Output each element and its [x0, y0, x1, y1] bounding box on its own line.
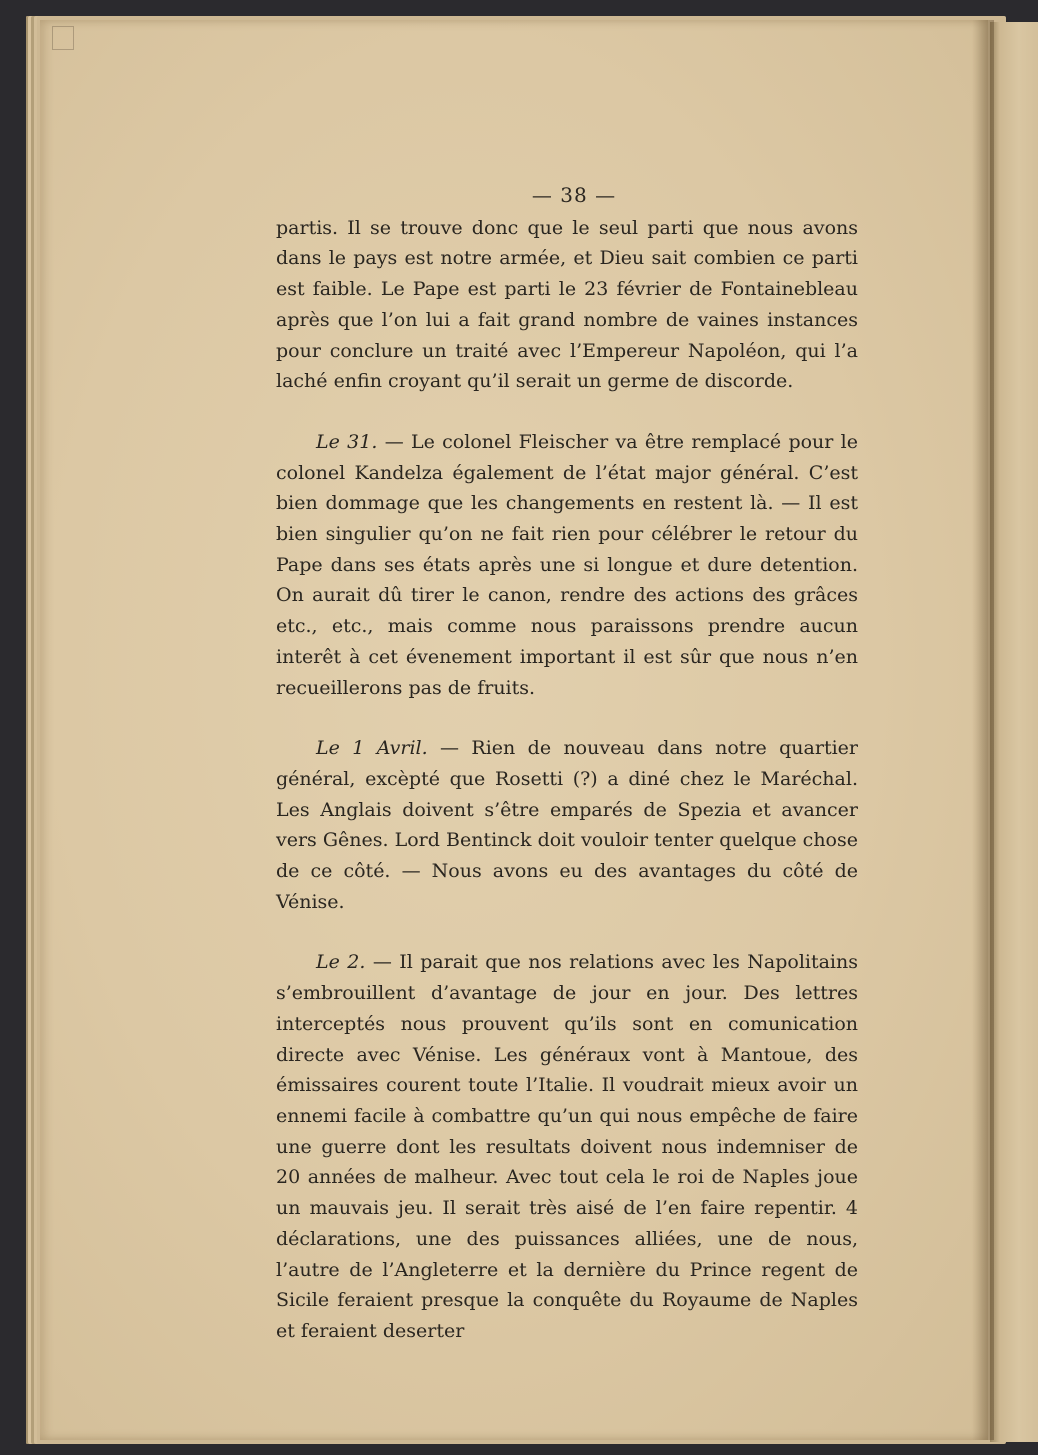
- paragraph-text: — Rien de nouveau dans notre quartier général, excèpté que Rosetti (?) a diné chez le Maréchal. Les Anglais doivent s’être emparés de Spezia et avancer vers Gênes. Lord Bentinck doit vouloir tenter quelque chose de ce côté. — Nous avons eu des avantages du côté de Vénise.: [276, 737, 858, 913]
- paragraph-text: partis. Il se trouve donc que le seul parti que nous avons dans le pays est notre armée, et Dieu sait combien ce parti est faible. Le Pape est parti le 23 février de Fontainebleau après que l’on lui a fait grand nombre de vaines instances pour conclure un traité avec l’Empereur Napoléon, qui l’a laché enfin croyant qu’il serait un germe de discorde.: [276, 216, 858, 393]
- page-text-block: [276, 180, 858, 1347]
- entry-date: Le 2.: [316, 951, 366, 974]
- diary-entry-31: [276, 427, 858, 703]
- page-number: — 38 —: [531, 183, 617, 207]
- paragraph-text: — Il parait que nos relations avec les Napolitains s’embrouillent d’avantage de jour en jour. Des lettres interceptés nous prouvent qu’ils sont en comunication directe avec Vénise. Les généraux vont à Mantoue, des émissaires courent toute l’Italie. Il voudrait mieux avoir un ennemi facile à combattre qu’un qui nous empêche de faire une guerre dont les resultats doivent nous indemniser de 20 années de malheur. Avec tout cela le roi de Naples joue un mauvais jeu. Il serait très aisé de l’en faire repentir. 4 déclarations, une des puissances alliées, une de nous, l’autre de l’Angleterre et la dernière du Prince regent de Sicile feraient presque la conquête du Royaume de Naples et feraient deserter: [276, 951, 858, 1342]
- entry-date: Le 31.: [316, 430, 378, 453]
- corner-mark: [52, 26, 74, 50]
- facing-page-edge: [990, 22, 1038, 1442]
- diary-entry-1-avril: [276, 733, 858, 917]
- diary-entry-2: [276, 947, 858, 1346]
- entry-date: Le 1 Avril.: [316, 737, 428, 760]
- paragraph-text: — Le colonel Fleischer va être remplacé pour le colonel Kandelza également de l’état major général. C’est bien dommage que les changements en restent là. — Il est bien singulier qu’on ne fait rien pour célébrer le retour du Pape dans ses états après une si longue et dure detention. On aurait dû tirer le canon, rendre des actions des grâces etc., etc., mais comme nous paraissons prendre aucun interêt à cet évenement important il est sûr que nous n’en recueillerons pas de fruits.: [276, 430, 858, 699]
- paragraph-continuation: [276, 213, 858, 397]
- gutter-shadow: [972, 20, 994, 1440]
